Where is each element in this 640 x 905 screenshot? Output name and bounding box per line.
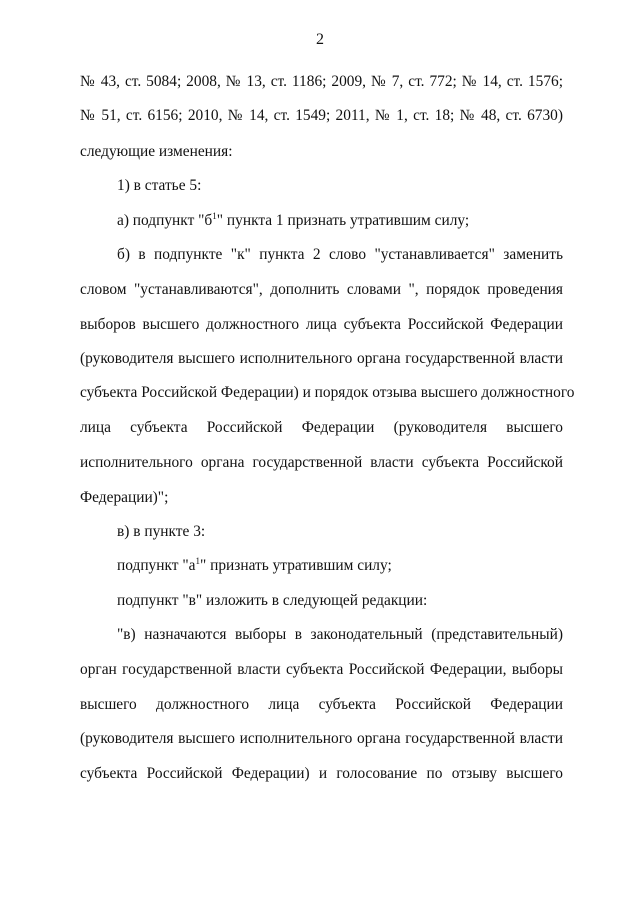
text-fragment: подпункт "а [117,557,196,574]
text-line: лица субъекта Российской Федерации (руководителя высшего [80,419,563,436]
text-fragment: " признать утратившим силу; [199,557,392,574]
text-line: (руководителя высшего исполнительного органа государственной власти [80,730,563,747]
text-fragment: а) подпункт "б [117,212,213,229]
text-line: "в) назначаются выборы в законодательный (представительный) [117,626,563,643]
text-line: подпункт "в" изложить в следующей редакции: [117,592,428,609]
text-line [117,554,600,578]
text-line: выборов высшего должностного лица субъекта Российской Федерации [80,316,563,333]
text-line: Федерации)"; [80,489,169,506]
text-line: (руководителя высшего исполнительного органа государственной власти [80,350,563,367]
text-line [117,209,600,233]
superscript: 1 [195,556,200,566]
text-line: № 43, ст. 5084; 2008, № 13, ст. 1186; 2009, № 7, ст. 772; № 14, ст. 1576; [80,73,563,90]
text-line: субъекта Российской Федерации) и порядок отзыва высшего должностного [80,384,575,401]
text-line: высшего должностного лица субъекта Российской Федерации [80,696,563,713]
text-line: 1) в статье 5: [117,177,202,194]
text-line: б) в подпункте "к" пункта 2 слово "устанавливается" заменить [117,246,563,263]
text-line: субъекта Российской Федерации) и голосование по отзыву высшего [80,765,563,782]
text-line: № 51, ст. 6156; 2010, № 14, ст. 1549; 2011, № 1, ст. 18; № 48, ст. 6730) [80,107,563,124]
text-line: следующие изменения: [80,143,233,160]
text-line: исполнительного органа государственной власти субъекта Российской [80,454,563,471]
text-line: в) в пункте 3: [117,523,206,540]
text-fragment: " пункта 1 признать утратившим силу; [216,212,470,229]
superscript: 1 [212,211,217,221]
text-line: орган государственной власти субъекта Российской Федерации, выборы [80,661,563,678]
page-number: 2 [316,31,324,48]
text-line: словом "устанавливаются", дополнить словами ", порядок проведения [80,281,563,298]
